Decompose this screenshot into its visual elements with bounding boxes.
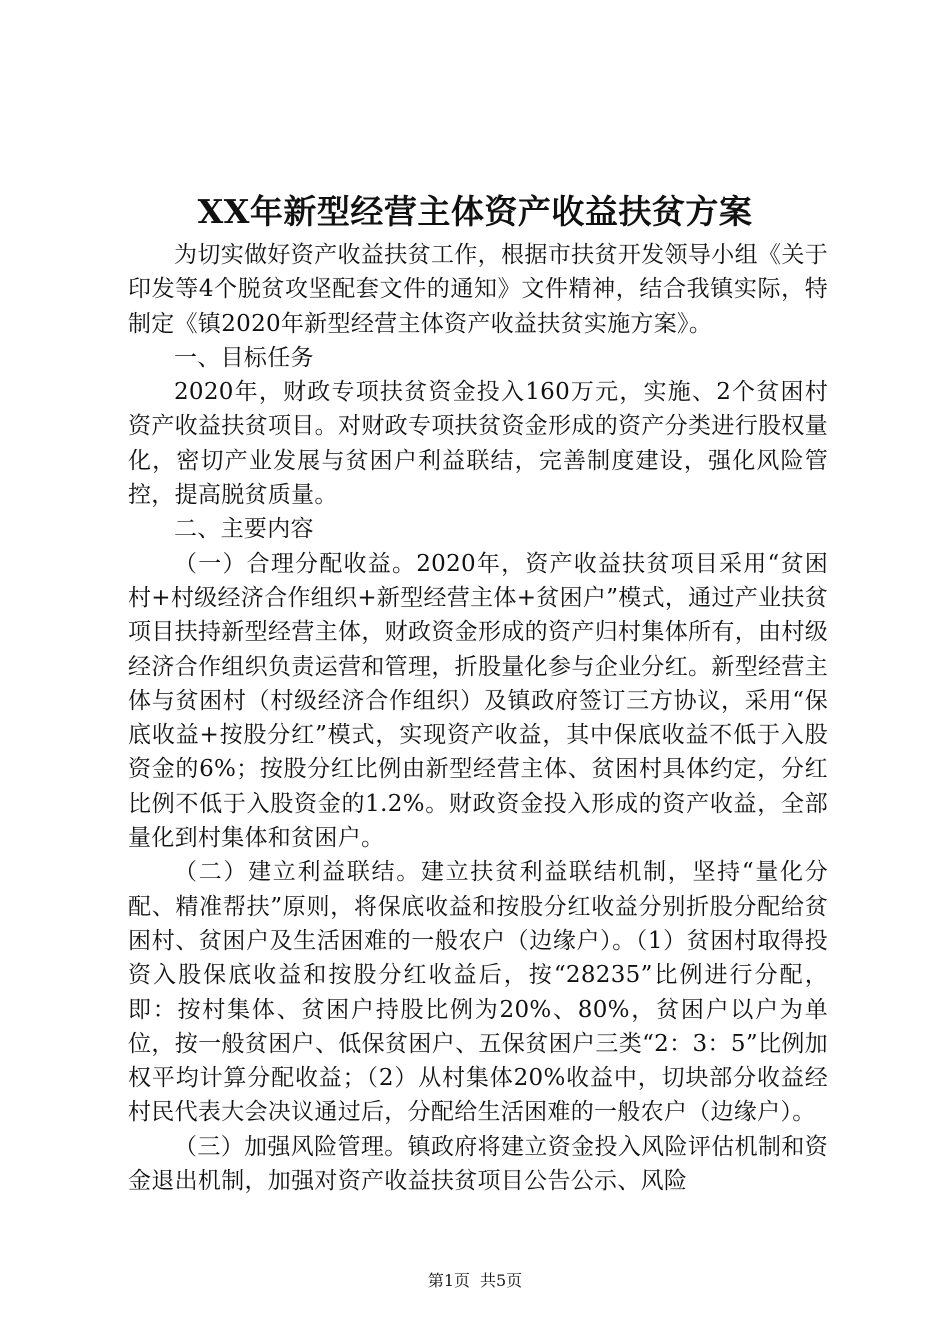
goals-paragraph: 2020年，财政专项扶贫资金投入160万元，实施、2个贫困村资产收益扶贫项目。对财政专项扶贫资金形成的资产分类进行股权量化，密切产业发展与贫困户利益联结，完善制度建设，强化风险管控，提高脱贫质量。 <box>128 379 828 509</box>
document-title: XX年新型经营主体资产收益扶贫方案 <box>197 192 753 231</box>
page-footer <box>0 1268 950 1291</box>
page-total: 共5页 <box>480 1271 523 1290</box>
section-heading-content: 二、主要内容 <box>174 516 314 543</box>
page-number: 第1页 <box>427 1271 470 1290</box>
section-heading-goals: 一、目标任务 <box>174 344 314 371</box>
content-paragraph-1: （一）合理分配收益。2020年，资产收益扶贫项目采用“贫困村+村级经济合作组织+新型经营主体+贫困户”模式，通过产业扶贫项目扶持新型经营主体，财政资金形成的资产归村集体所有，由村级经济合作组织负责运营和管理，折股量化参与企业分红。新型经营主体与贫困村（村级经济合作组织）及镇政府签订三方协议，采用“保底收益+按股分红”模式，实现资产收益，其中保底收益不低于入股资金的6%；按股分红比例由新型经营主体、贫困村具体约定，分红比例不低于入股资金的1.2%。财政资金投入形成的资产收益，全部量化到村集体和贫困户。 <box>128 550 828 852</box>
document-body <box>128 238 828 1198</box>
content-paragraph-2: （二）建立利益联结。建立扶贫利益联结机制，坚持“量化分配、精准帮扶”原则，将保底收益和按股分红收益分别折股分配给贫困村、贫困户及生活困难的一般农户（边缘户）。（1）贫困村取得投资入股保底收益和按股分红收益后，按“28235”比例进行分配，即：按村集体、贫困户持股比例为20%、80%，贫困户以户为单位，按一般贫困户、低保贫困户、五保贫困户三类“2：3：5”比例加权平均计算分配收益；（2）从村集体20%收益中，切块部分收益经村民代表大会决议通过后，分配给生活困难的一般农户（边缘户）。 <box>128 859 828 1126</box>
content-paragraph-3: （三）加强风险管理。镇政府将建立资金投入风险评估机制和资金退出机制，加强对资产收益扶贫项目公告公示、风险 <box>128 1133 828 1195</box>
intro-paragraph: 为切实做好资产收益扶贫工作，根据市扶贫开发领导小组《关于印发等4个脱贫攻坚配套文件的通知》文件精神，结合我镇实际，特制定《镇2020年新型经营主体资产收益扶贫实施方案》。 <box>128 242 828 337</box>
